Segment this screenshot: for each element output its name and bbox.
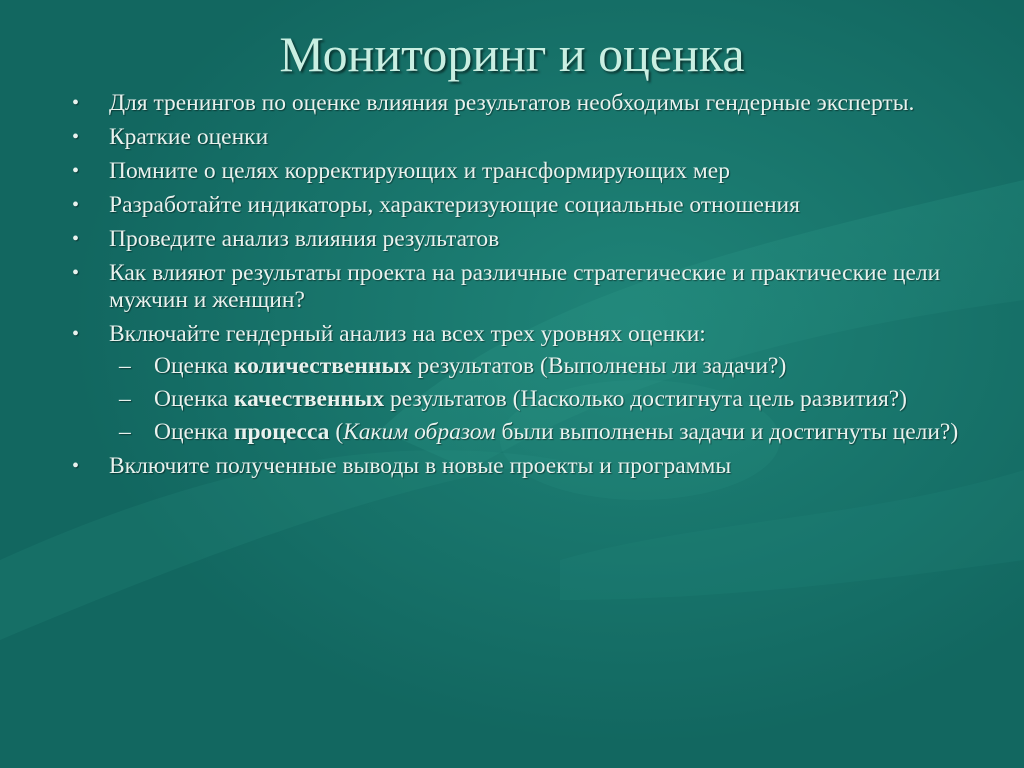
bullet-list: [72, 90, 972, 480]
sub-bullet-italic: Каким образом: [343, 419, 496, 445]
list-item: [72, 226, 972, 253]
bullet-text: Помните о целях корректирующих и трансформирующих мер: [109, 158, 730, 184]
bullet-icon: •: [72, 262, 80, 284]
sub-bullet-pre: Оценка: [154, 419, 234, 445]
bullet-text: Включите полученные выводы в новые проекты и программы: [109, 453, 732, 479]
bullet-icon: •: [72, 92, 80, 114]
list-item: [72, 90, 972, 117]
sub-list-item: [109, 386, 972, 413]
list-item: [72, 192, 972, 219]
bullet-icon: •: [72, 126, 80, 148]
bullet-text: Проведите анализ влияния результатов: [109, 226, 500, 252]
bullet-text: Как влияют результаты проекта на различные стратегические и практические цели мужчин и женщин?: [109, 260, 941, 313]
dash-icon: –: [119, 353, 131, 379]
list-item: [72, 321, 972, 446]
bullet-icon: •: [72, 323, 80, 345]
list-item: [72, 158, 972, 185]
bullet-text: Для тренингов по оценке влияния результатов необходимы гендерные эксперты.: [109, 90, 915, 116]
dash-icon: –: [119, 419, 131, 445]
sub-bullet-pre: Оценка: [154, 386, 234, 412]
sub-bullet-list: [109, 353, 972, 446]
sub-bullet-pre: Оценка: [154, 353, 234, 379]
sub-bullet-bold: процесса: [233, 419, 330, 445]
bullet-icon: •: [72, 228, 80, 250]
list-item: [72, 453, 972, 480]
sub-bullet-post: результатов (Выполнены ли задачи?): [411, 353, 787, 379]
sub-bullet-bold: качественных: [233, 386, 385, 412]
list-item: [72, 124, 972, 151]
slide-content: [72, 90, 972, 487]
bullet-text: Краткие оценки: [109, 124, 269, 150]
bullet-icon: •: [72, 160, 80, 182]
sub-list-item: [109, 419, 972, 446]
slide-title: Мониторинг и оценка: [279, 26, 745, 82]
list-item: [72, 260, 972, 314]
sub-bullet-post: были выполнены задачи и достигнуты цели?): [495, 419, 959, 445]
sub-bullet-mid: (: [329, 419, 344, 445]
sub-list-item: [109, 353, 972, 380]
bullet-icon: •: [72, 455, 80, 477]
sub-bullet-bold: количественных: [233, 353, 412, 379]
bullet-text: Разработайте индикаторы, характеризующие социальные отношения: [109, 192, 800, 218]
bullet-icon: •: [72, 194, 80, 216]
sub-bullet-post: результатов (Насколько достигнута цель развития?): [384, 386, 908, 412]
dash-icon: –: [119, 386, 131, 412]
bullet-text: Включайте гендерный анализ на всех трех уровнях оценки:: [109, 321, 706, 347]
